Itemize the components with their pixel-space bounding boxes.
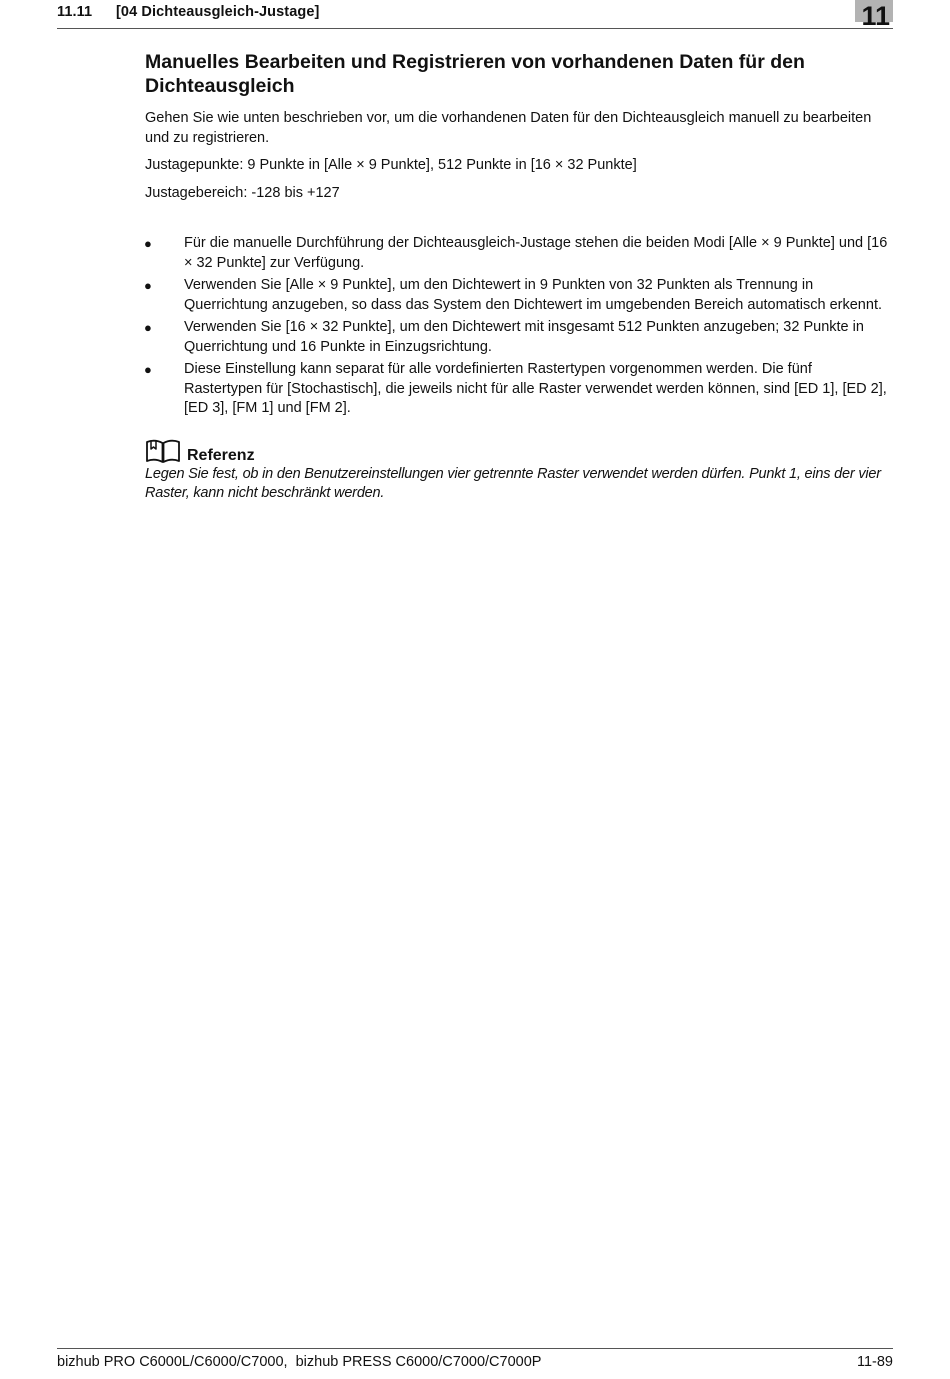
reference-text: Legen Sie fest, ob in den Benutzereinstellungen vier getrennte Raster verwendet werden dürfen. Punkt 1, eins der vier Raster, kann nicht beschränkt werden. xyxy=(145,465,881,501)
adjustment-range: Justagebereich: -128 bis +127 xyxy=(145,184,340,201)
running-head xyxy=(57,4,319,20)
page-title: Manuelles Bearbeiten und Registrieren von vorhandenen Daten für den Dichteausgleich xyxy=(145,51,805,97)
list-item-text: Diese Einstellung kann separat für alle vordefinierten Rastertypen vorgenommen werden. Die fünf Rastertypen für [Stochastisch], die jeweils nicht für alle Raster verwendet werden können, sind [ED 1], [ED 2], [ED 3], [FM 1] und [FM 2]. xyxy=(184,361,887,416)
list-item xyxy=(145,360,893,419)
bullet-icon: ● xyxy=(144,362,152,377)
bullet-list xyxy=(145,234,893,419)
list-item-text: Für die manuelle Durchführung der Dichteausgleich-Justage stehen die beiden Modi [Alle × 9 Punkte] und [16 × 32 Punkte] zur Verfügung. xyxy=(184,235,888,271)
book-icon xyxy=(145,438,181,464)
intro-paragraph: Gehen Sie wie unten beschrieben vor, um die vorhandenen Daten für den Dichteausgleich manuell zu bearbeiten und zu registrieren. xyxy=(145,110,872,146)
list-item xyxy=(145,318,893,357)
reference-header xyxy=(145,438,893,464)
section-number: 11.11 xyxy=(57,4,93,20)
reference-title: Referenz xyxy=(187,446,255,464)
reference-box xyxy=(145,438,893,504)
bullet-icon: ● xyxy=(144,236,152,251)
adjustment-points: Justagepunkte: 9 Punkte in [Alle × 9 Punkte], 512 Punkte in [16 × 32 Punkte] xyxy=(145,157,637,173)
page-footer xyxy=(57,1348,893,1370)
page-header xyxy=(57,0,893,29)
list-item-text: Verwenden Sie [16 × 32 Punkte], um den Dichtewert mit insgesamt 512 Punkten anzugeben; 32 Punkte in Querrichtung und 16 Punkte in Einzugsrichtung. xyxy=(184,319,864,355)
list-item-text: Verwenden Sie [Alle × 9 Punkte], um den Dichtewert in 9 Punkten von 32 Punkten als Trennung in Querrichtung anzugeben, so dass das System den Dichtewert im umgebenden Bereich automatisch erkennt. xyxy=(184,277,882,313)
footer-product: bizhub PRO C6000L/C6000/C7000, bizhub PRESS C6000/C7000/C7000P xyxy=(57,1354,542,1370)
bullet-icon: ● xyxy=(144,278,152,293)
main-content xyxy=(145,50,893,504)
bullet-icon: ● xyxy=(144,320,152,335)
section-title: [04 Dichteausgleich-Justage] xyxy=(116,4,320,20)
list-item xyxy=(145,234,893,273)
chapter-number: 11 xyxy=(861,1,890,31)
page-number: 11-89 xyxy=(856,1354,893,1370)
list-item xyxy=(145,276,893,315)
